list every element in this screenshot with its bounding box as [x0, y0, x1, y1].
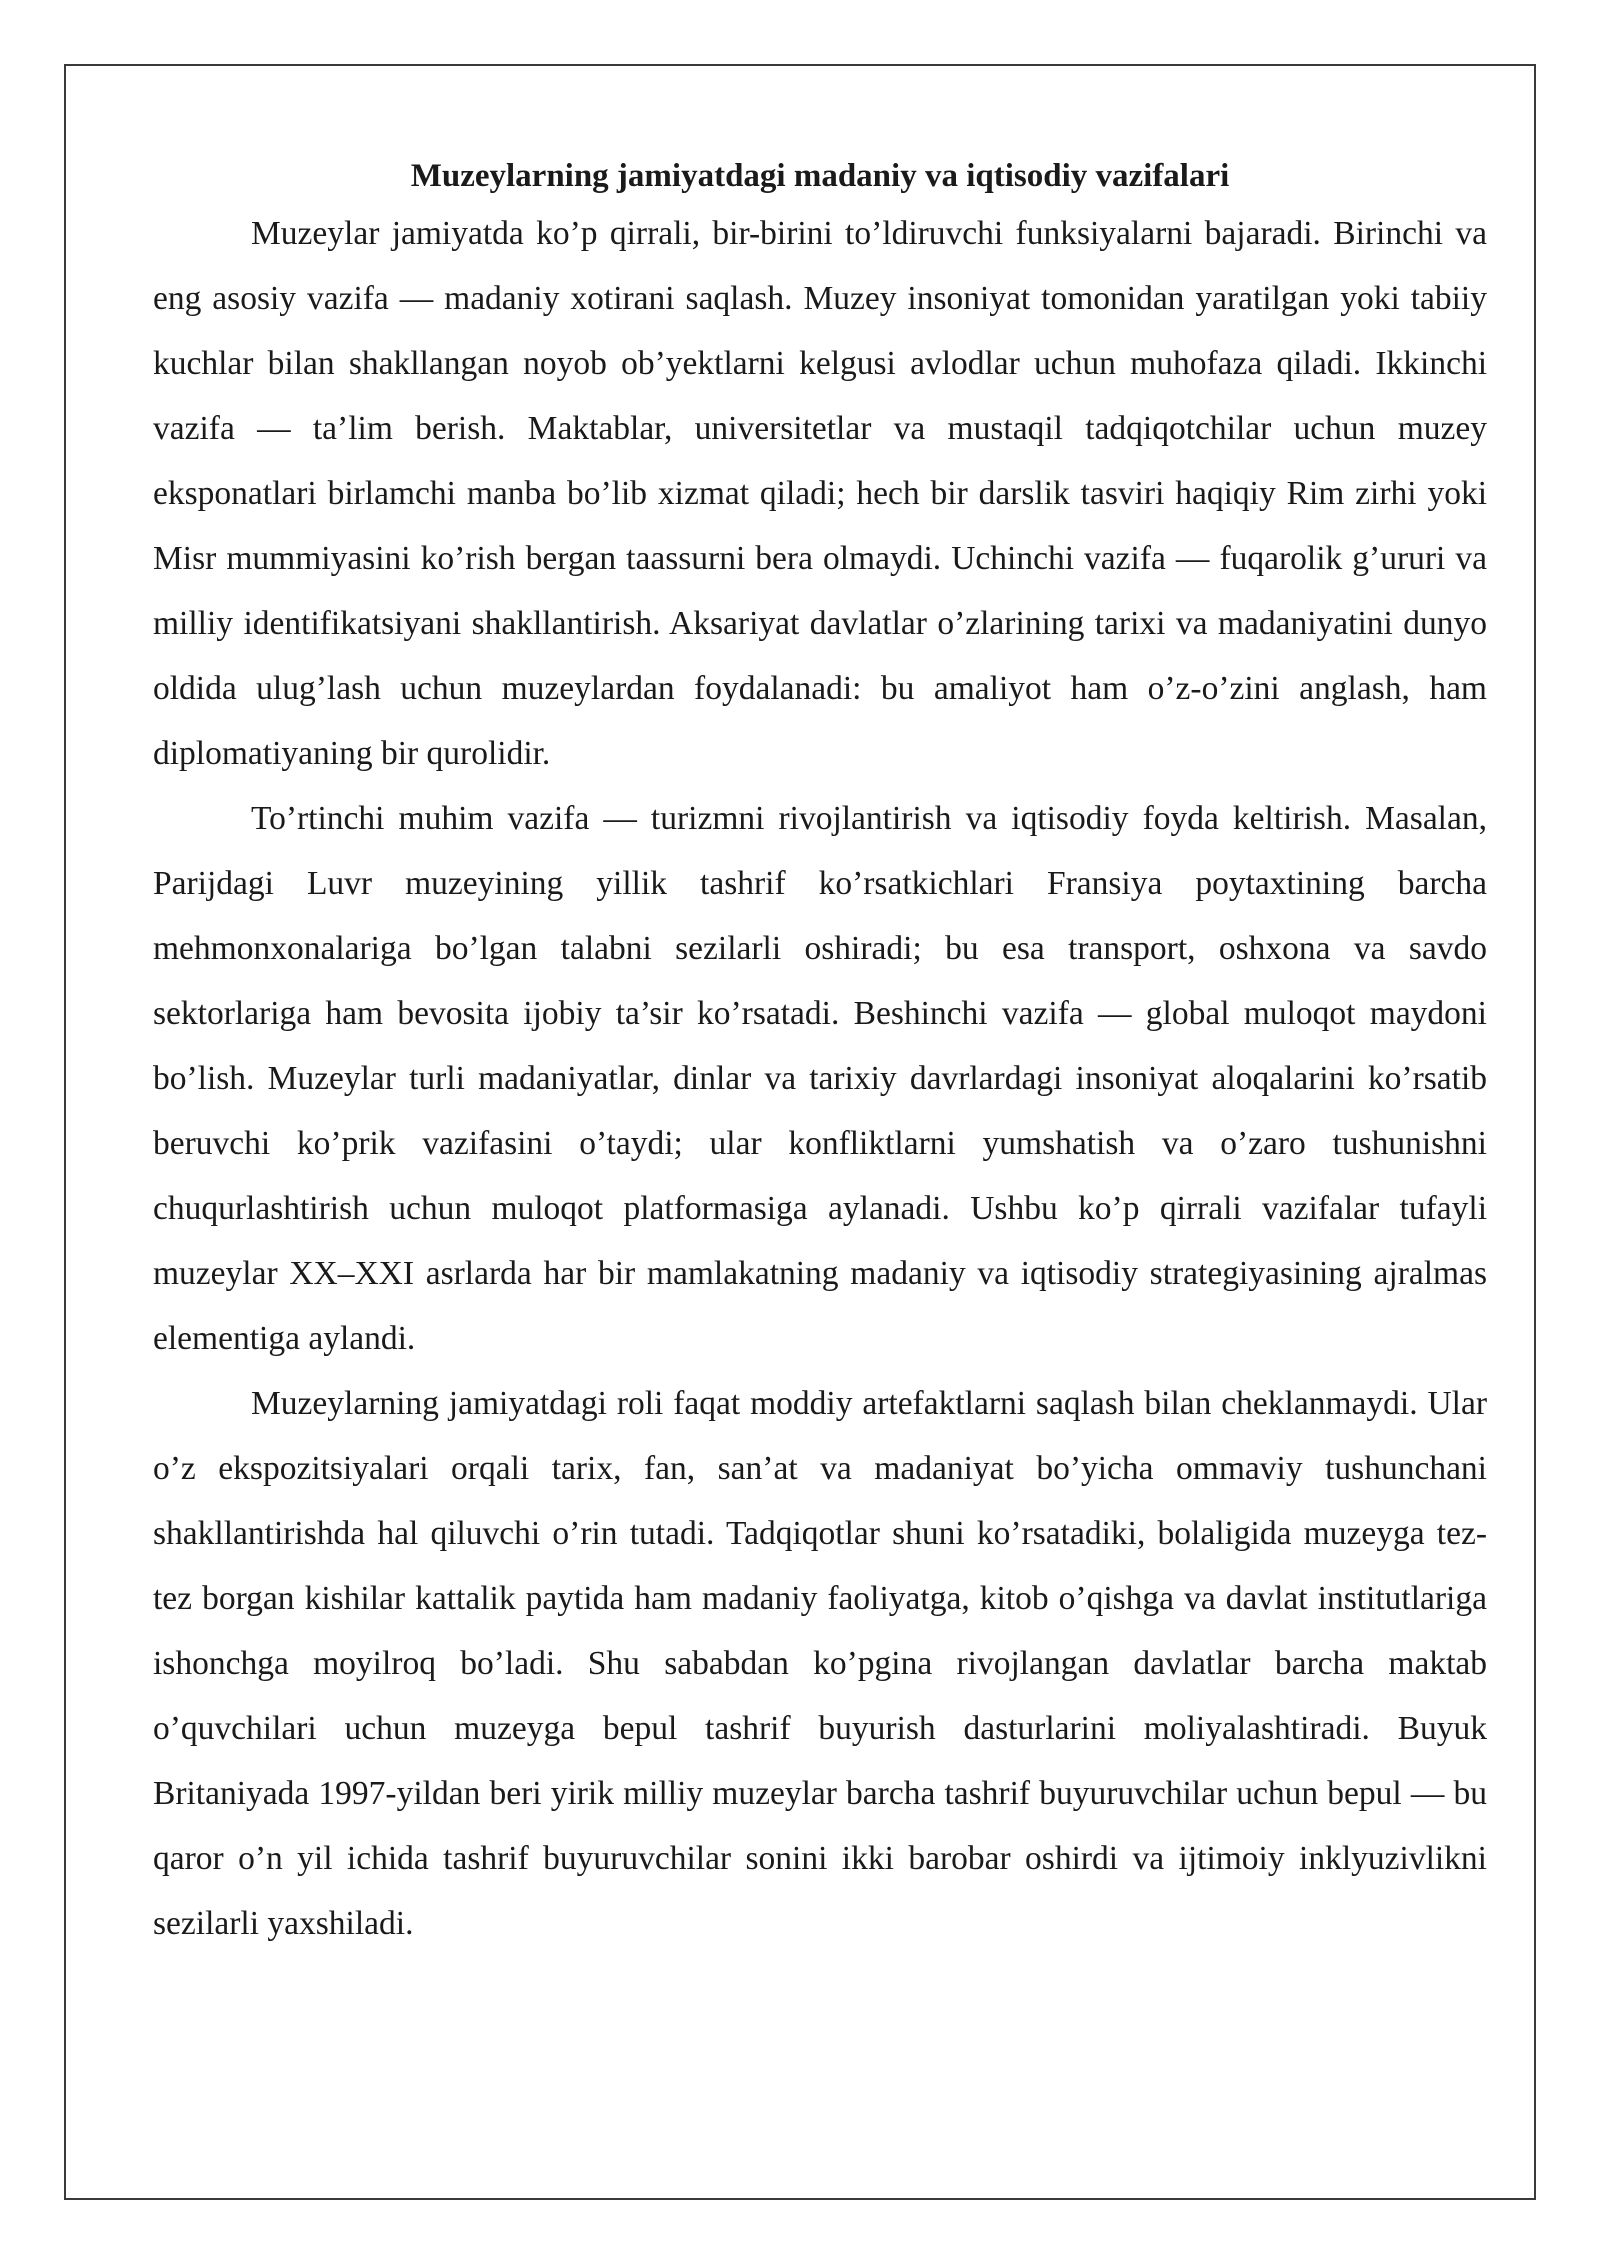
document-body	[153, 152, 1487, 1956]
paragraph-2: To’rtinchi muhim vazifa — turizmni rivojlantirish va iqtisodiy foyda keltirish. Masalan, Parijdagi Luvr muzeyining yillik tashrif ko’rsatkichlari Fransiya poytaxtining barcha mehmonxonalariga bo’lgan talabni sezilarli oshiradi; bu esa transport, oshxona va savdo sektorlariga ham bevosita ijobiy ta’sir ko’rsatadi. Beshinchi vazifa — global muloqot maydoni bo’lish. Muzeylar turli madaniyatlar, dinlar va tarixiy davrlardagi insoniyat aloqalarini ko’rsatib beruvchi ko’prik vazifasini o’taydi; ular konfliktlarni yumshatish va o’zaro tushunishni chuqurlashtirish uchun muloqot platformasiga aylanadi. Ushbu ko’p qirrali vazifalar tufayli muzeylar XX–XXI asrlarda har bir mamlakatning madaniy va iqtisodiy strategiyasining ajralmas elementiga aylandi.	[153, 800, 1487, 1357]
paragraph-3: Muzeylarning jamiyatdagi roli faqat moddiy artefaktlarni saqlash bilan cheklanmaydi. Ular o’z ekspozitsiyalari orqali tarix, fan, san’at va madaniyat bo’yicha ommaviy tushunchani shakllantirishda hal qiluvchi o’rin tutadi. Tadqiqotlar shuni ko’rsatadiki, bolaligida muzeyga tez-tez borgan kishilar kattalik paytida ham madaniy faoliyatga, kitob o’qishga va davlat institutlariga ishonchga moyilroq bo’ladi. Shu sababdan ko’pgina rivojlangan davlatlar barcha maktab o’quvchilari uchun muzeyga bepul tashrif buyurish dasturlarini moliyalashtiradi. Buyuk Britaniyada 1997-yildan beri yirik milliy muzeylar barcha tashrif buyuruvchilar uchun bepul — bu qaror o’n yil ichida tashrif buyuruvchilar sonini ikki barobar oshirdi va ijtimoiy inklyuzivlikni sezilarli yaxshiladi.	[153, 1385, 1487, 1942]
paragraph-1: Muzeylar jamiyatda ko’p qirrali, bir-birini to’ldiruvchi funksiyalarni bajaradi. Birinchi va eng asosiy vazifa — madaniy xotirani saqlash. Muzey insoniyat tomonidan yaratilgan yoki tabiiy kuchlar bilan shakllangan noyob ob’yektlarni kelgusi avlodlar uchun muhofaza qiladi. Ikkinchi vazifa — ta’lim berish. Maktablar, universitetlar va mustaqil tadqiqotchilar uchun muzey eksponatlari birlamchi manba bo’lib xizmat qiladi; hech bir darslik tasviri haqiqiy Rim zirhi yoki Misr mummiyasini ko’rish bergan taassurni bera olmaydi. Uchinchi vazifa — fuqarolik g’ururi va milliy identifikatsiyani shakllantirish. Aksariyat davlatlar o’zlarining tarixi va madaniyatini dunyo oldida ulug’lash uchun muzeylardan foydalanadi: bu amaliyot ham o’z-o’zini anglash, ham diplomatiyaning bir qurolidir.	[153, 215, 1487, 772]
document-title: Muzeylarning jamiyatdagi madaniy va iqtisodiy vazifalari	[410, 158, 1230, 194]
